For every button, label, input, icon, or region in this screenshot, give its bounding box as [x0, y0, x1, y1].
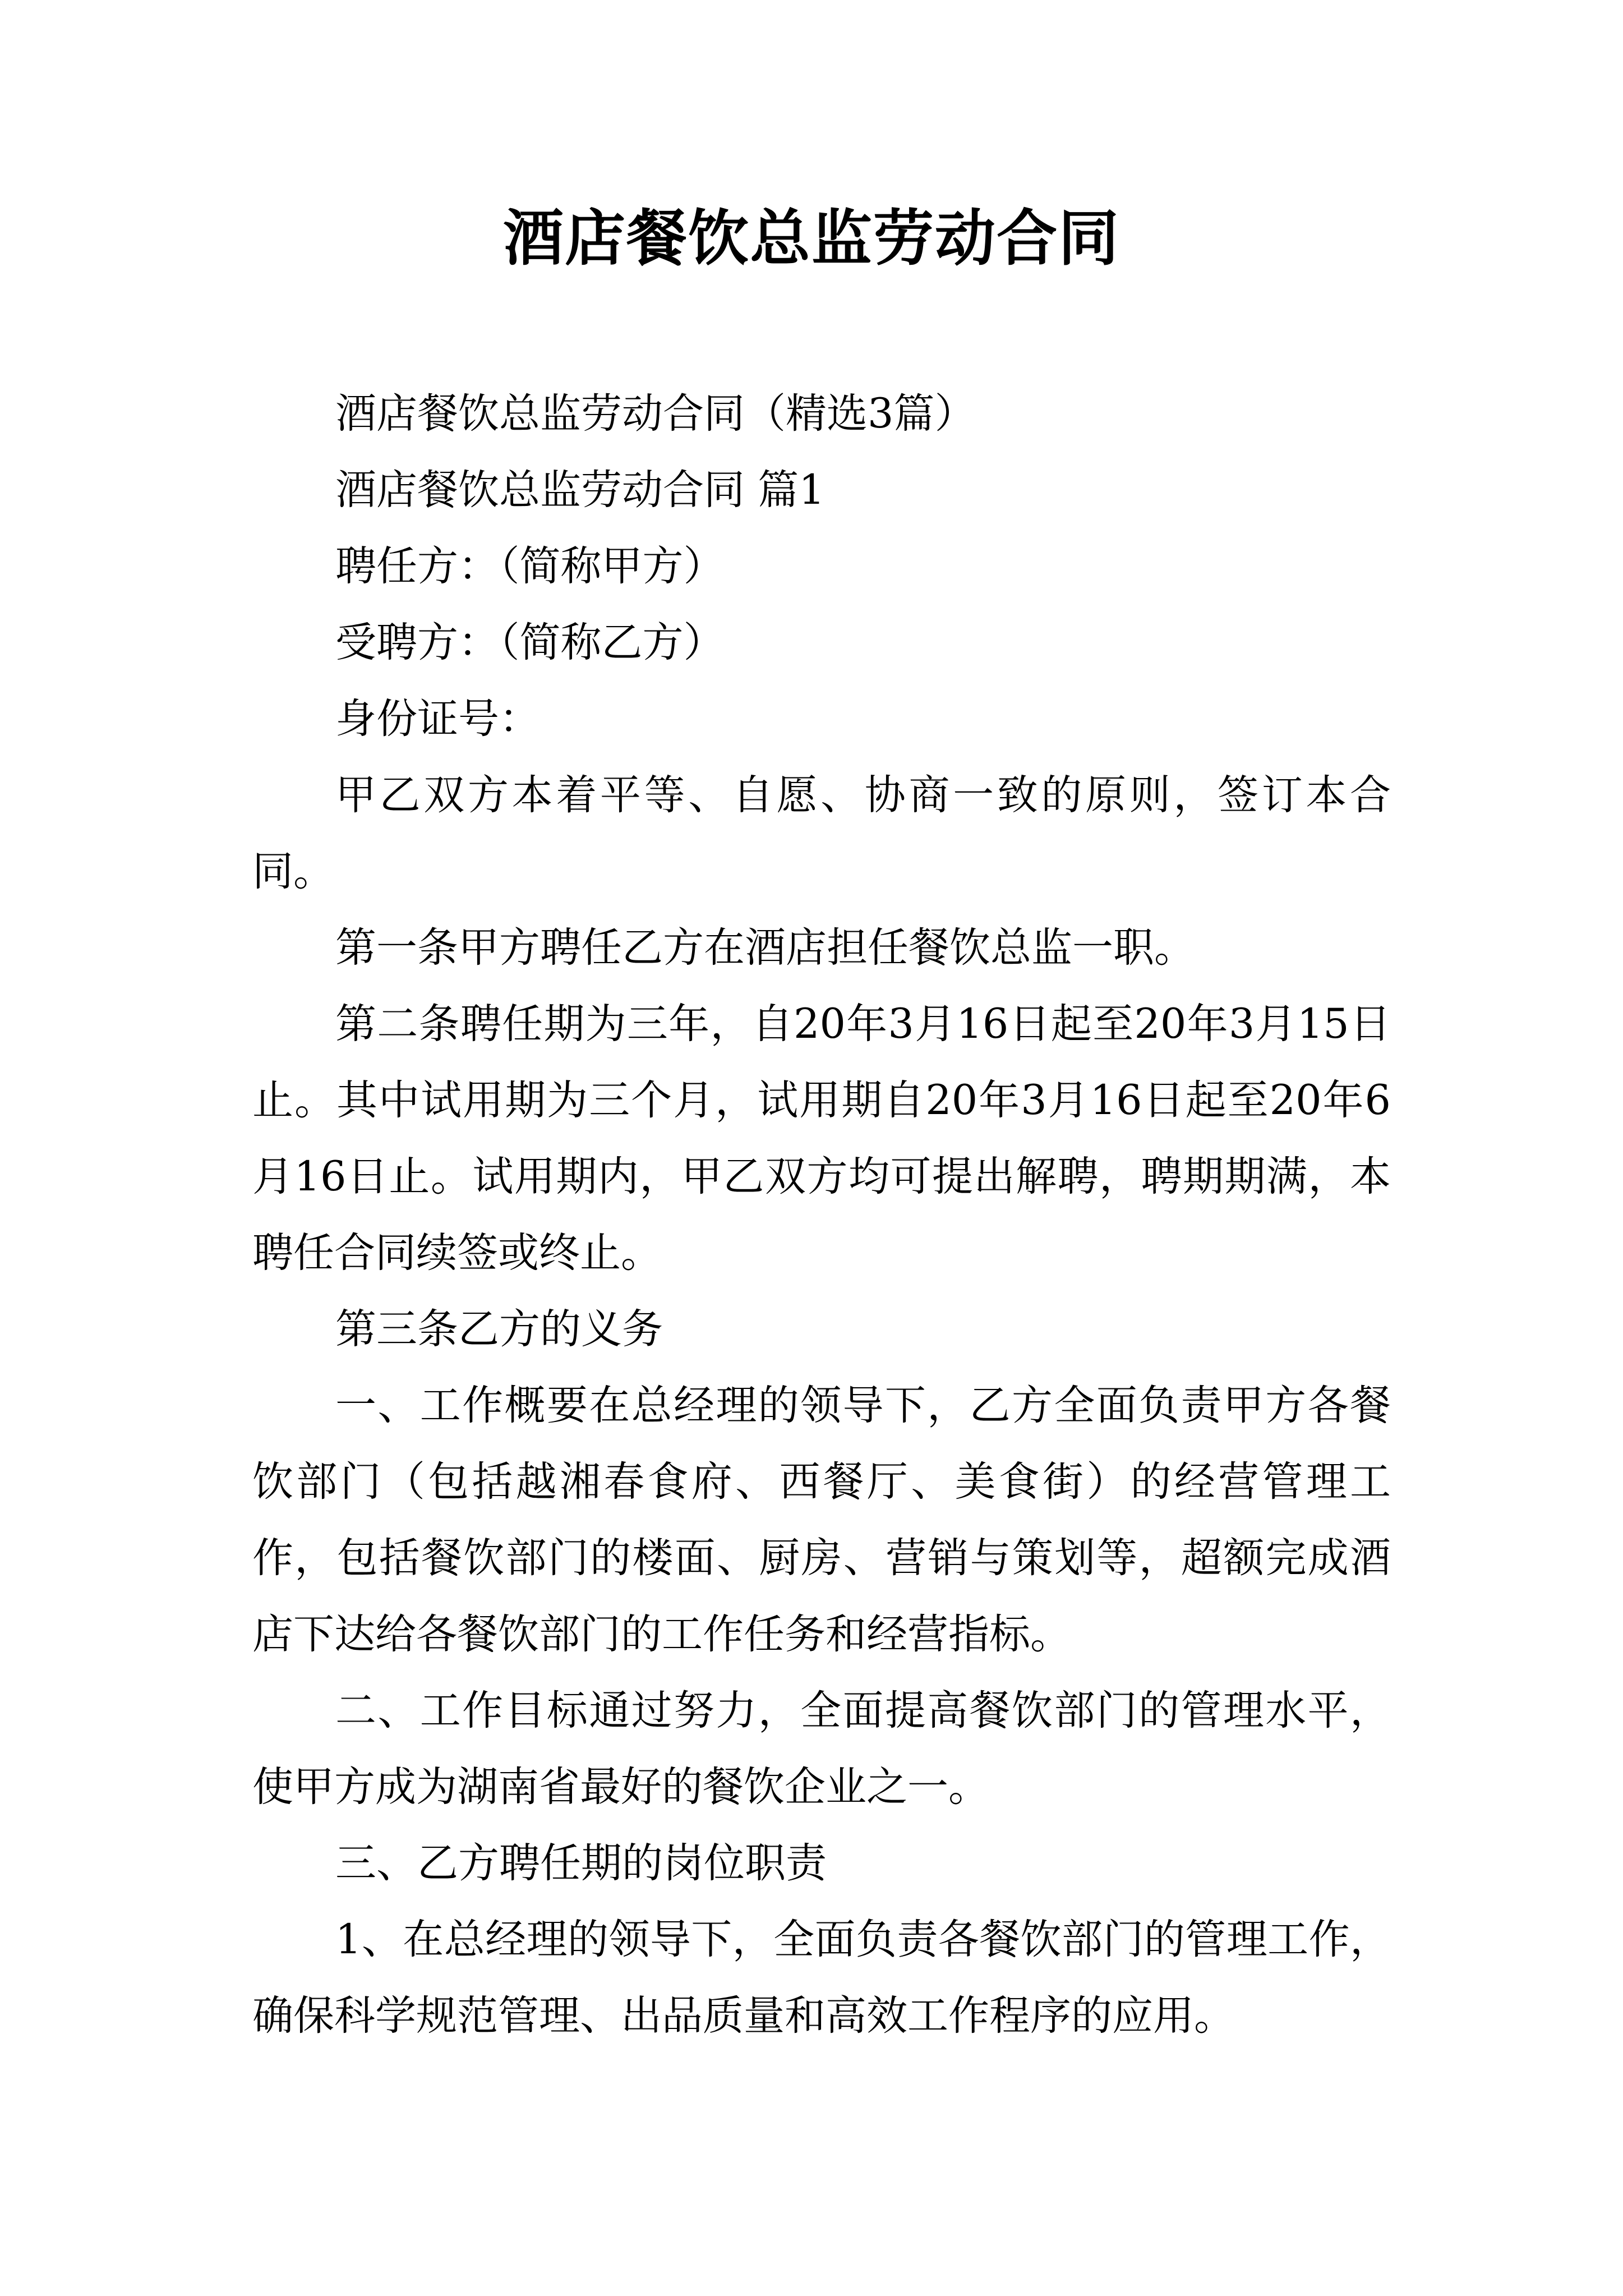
- paragraph-section-heading: 酒店餐饮总监劳动合同 篇1: [335, 466, 825, 514]
- document-title: 酒店餐饮总监劳动合同: [502, 203, 1120, 274]
- document-body: [252, 376, 1391, 2054]
- paragraph-employer: 聘任方：（简称甲方）: [335, 542, 725, 590]
- paragraph-work-goal: 二、工作目标通过努力，全面提高餐饮部门的管理水平，使甲方成为湖南省最好的餐饮企业之一。: [252, 1687, 1391, 1811]
- paragraph-article-3: 第三条乙方的义务: [335, 1305, 663, 1353]
- paragraph-subtitle: 酒店餐饮总监劳动合同（精选3篇）: [335, 390, 976, 438]
- paragraph-duties-heading: 三、乙方聘任期的岗位职责: [335, 1839, 827, 1887]
- paragraph-employee: 受聘方：（简称乙方）: [335, 619, 725, 666]
- paragraph-article-1: 第一条甲方聘任乙方在酒店担任餐饮总监一职。: [335, 924, 1195, 972]
- paragraph-article-2: 第二条聘任期为三年，自20年3月16日起至20年3月15日止。其中试用期为三个月，试用期自20年3月16日起至20年6月16日止。试用期内，甲乙双方均可提出解聘，聘期期满，本聘任合同续签或终止。: [252, 1000, 1391, 1277]
- paragraph-id-number: 身份证号：: [335, 695, 540, 743]
- paragraph-duty-1: 1、在总经理的领导下，全面负责各餐饮部门的管理工作，确保科学规范管理、出品质量和高效工作程序的应用。: [252, 1916, 1391, 2040]
- paragraph-work-summary: 一、工作概要在总经理的领导下，乙方全面负责甲方各餐饮部门（包括越湘春食府、西餐厅、美食街）的经营管理工作，包括餐饮部门的楼面、厨房、营销与策划等，超额完成酒店下达给各餐饮部门的工作任务和经营指标。: [252, 1382, 1391, 1658]
- paragraph-principle: 甲乙双方本着平等、自愿、协商一致的原则，签订本合同。: [252, 771, 1391, 895]
